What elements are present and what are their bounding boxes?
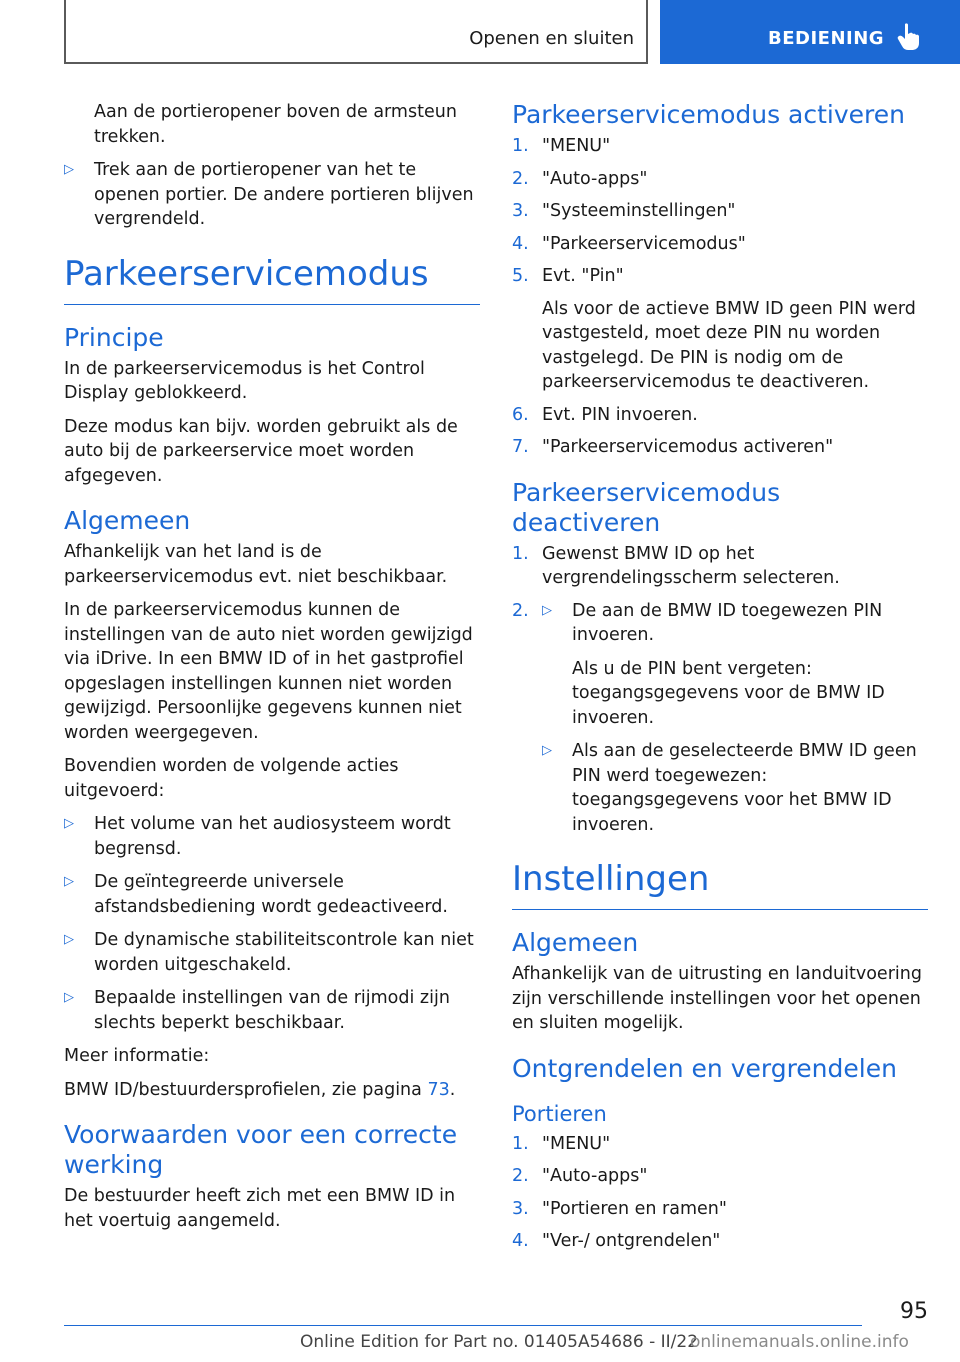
heading-principe: Principe <box>64 322 164 352</box>
list-item: 2. "Auto-apps" <box>512 1166 648 1186</box>
left-column <box>64 100 480 1242</box>
step-note: Als u de PIN bent vergeten: toegangsgegevens voor de BMW ID invoeren. <box>572 658 885 728</box>
algemeen-p1: Afhankelijk van het land is de parkeerservicemodus evt. niet beschikbaar. <box>64 542 448 587</box>
pointing-hand-icon <box>896 22 922 52</box>
cross-reference: BMW ID/bestuurdersprofielen, zie pagina 73. <box>64 1079 456 1100</box>
list-item: 4. "Parkeerservicemodus" <box>512 233 746 254</box>
heading-voorwaarden: Voorwaarden voor een correcte werking <box>64 1120 458 1179</box>
list-item: 2. "Auto-apps" <box>512 168 648 189</box>
heading-ontgrendelen: Ontgrendelen en vergrendelen <box>512 1053 897 1083</box>
triangle-bullet-icon: ▷ <box>542 602 552 618</box>
list-item: 6. Evt. PIN invoeren. <box>512 404 698 425</box>
page-reference-link[interactable]: 73 <box>427 1079 450 1100</box>
triangle-bullet-icon: ▷ <box>64 162 74 177</box>
principe-p2: Deze modus kan bijv. worden gebruikt als de auto bij de parkeerservice moet worden afgegeven. <box>64 416 458 486</box>
heading-portieren: Portieren <box>512 1101 607 1126</box>
footer-divider <box>64 1325 862 1326</box>
list-item: 7. "Parkeerservicemodus activeren" <box>512 437 834 457</box>
heading-parkeerservicemodus: Parkeerservicemodus <box>64 254 480 305</box>
list-item: ▷ De aan de BMW ID toegewezen PIN invoeren. <box>542 600 883 645</box>
heading-algemeen: Algemeen <box>64 506 191 535</box>
intro-bullet: ▷ Trek aan de portieropener van het te openen portier. De andere portieren blijven vergrendeld. <box>64 160 474 229</box>
algemeen-p2: In de parkeerservicemodus kunnen de instellingen van de auto niet worden gewijzigd via iDrive. In een BMW ID of in het gastprofiel opgeslagen instellingen kunnen niet worden gewijzigd. Persoonlijke gegevens kunnen niet worden weergegeven. <box>64 600 473 743</box>
list-item: ▷ Bepaalde instellingen van de rijmodi zijn slechts beperkt beschikbaar. <box>64 988 450 1033</box>
activeren-steps <box>512 134 928 460</box>
voorwaarden-p1: De bestuurder heeft zich met een BMW ID in het voertuig aangemeld. <box>64 1186 456 1231</box>
list-item: 3. "Portieren en ramen" <box>512 1198 727 1219</box>
principe-p1: In de parkeerservicemodus is het Control Display geblokkeerd. <box>64 358 425 403</box>
triangle-bullet-icon: ▷ <box>64 874 74 889</box>
triangle-bullet-icon: ▷ <box>64 816 74 831</box>
list-item: 4. "Ver-/ ontgrendelen" <box>512 1231 721 1251</box>
list-item: 3. "Systeeminstellingen" <box>512 201 736 221</box>
list-item: 2. ▷ De aan de BMW ID toegewezen PIN invoeren. Als u de PIN bent vergeten: toegangsgegevens voor de BMW ID invoeren. ▷ Als aan de geselecteerde BMW ID geen PIN werd toegewezen: toegangsgegevens voor het BMW ID invoeren. <box>512 599 928 838</box>
more-info-label: Meer informatie: <box>64 1046 210 1066</box>
list-item: 1. Gewenst BMW ID op het vergrendelingsscherm selecteren. <box>512 543 840 588</box>
deactiveren-steps <box>512 542 928 838</box>
header-section-box <box>660 0 960 64</box>
heading-instellingen: Instellingen <box>512 859 928 910</box>
triangle-bullet-icon: ▷ <box>64 990 74 1005</box>
list-item: ▷ Het volume van het audiosysteem wordt begrensd. <box>64 814 451 859</box>
portieren-steps <box>512 1132 928 1254</box>
right-column <box>512 100 928 1263</box>
instellingen-algemeen-p1: Afhankelijk van de uitrusting en landuitvoering zijn verschillende instellingen voor het openen en sluiten mogelijk. <box>512 964 922 1033</box>
heading-activeren: Parkeerservicemodus activeren <box>512 100 906 129</box>
page-number: 95 <box>900 1299 928 1324</box>
section-label: BEDIENING <box>768 28 885 49</box>
header-chapter-box <box>64 0 648 64</box>
list-item: 1. "MENU" <box>512 136 611 156</box>
edition-text: Online Edition for Part no. 01405A54686 - II/22 <box>300 1332 699 1352</box>
triangle-bullet-icon: ▷ <box>542 743 552 758</box>
intro-continuation: Aan de portieropener boven de armsteun trekken. <box>94 102 457 147</box>
list-item: 5. Evt. "Pin" Als voor de actieve BMW ID geen PIN werd vastgesteld, moet deze PIN nu worden vastgelegd. De PIN is nodig om de parkeerservicemodus te deactiveren. <box>512 264 928 395</box>
list-item: 1. "MENU" <box>512 1133 611 1154</box>
heading-algemeen-instellingen: Algemeen <box>512 928 639 957</box>
chapter-title: Openen en sluiten <box>469 28 634 49</box>
triangle-bullet-icon: ▷ <box>64 932 74 947</box>
algemeen-p3: Bovendien worden de volgende acties uitgevoerd: <box>64 756 399 801</box>
list-item: ▷ De geïntegreerde universele afstandsbediening wordt gedeactiveerd. <box>64 872 448 917</box>
list-item: ▷ Als aan de geselecteerde BMW ID geen PIN werd toegewezen: toegangsgegevens voor het BMW ID invoeren. <box>542 741 917 835</box>
watermark: onlinemanuals.online.info <box>690 1332 909 1352</box>
heading-deactiveren: Parkeerservicemodus deactiveren <box>512 477 781 537</box>
list-item: ▷ De dynamische stabiliteitscontrole kan niet worden uitgeschakeld. <box>64 930 474 975</box>
step-note: Als voor de actieve BMW ID geen PIN werd vastgesteld, moet deze PIN nu worden vastgelegd. De PIN is nodig om de parkeerservicemodus te deactiveren. <box>542 298 916 392</box>
